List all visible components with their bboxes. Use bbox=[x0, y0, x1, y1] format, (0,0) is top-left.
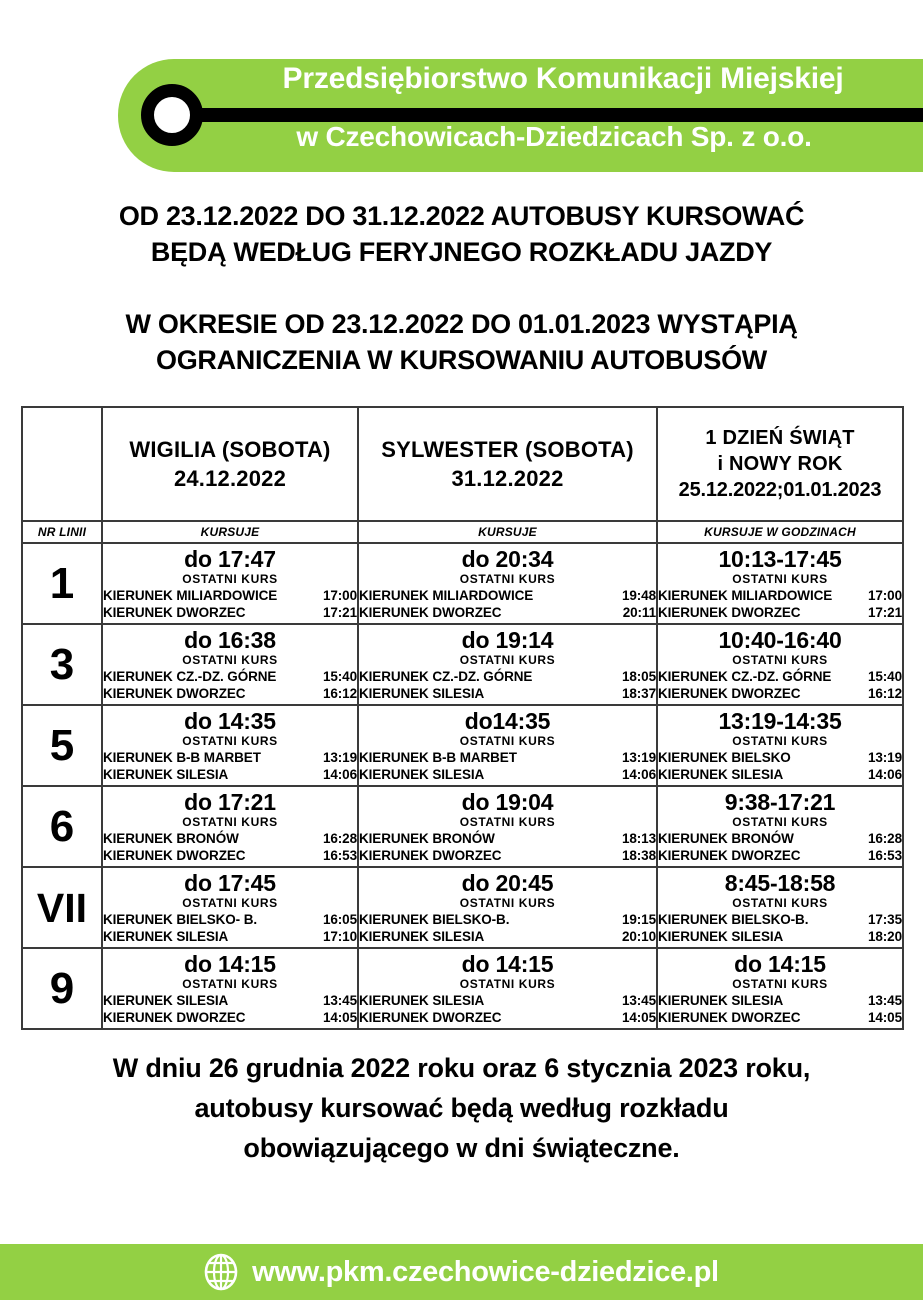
footer-note-line1: W dniu 26 grudnia 2022 roku oraz 6 stycznia 2023 roku, bbox=[112, 1053, 811, 1083]
direction-name: KIERUNEK SILESIA bbox=[359, 767, 485, 782]
service-time: do 14:15 bbox=[461, 951, 554, 977]
cell-wigilia bbox=[102, 543, 358, 624]
direction-row bbox=[658, 766, 902, 783]
direction-time: 19:48 bbox=[621, 588, 656, 603]
service-time: do 14:15 bbox=[734, 951, 826, 977]
direction-row bbox=[359, 928, 656, 945]
last-course-label: OSTATNI KURS bbox=[732, 653, 828, 667]
direction-time: 17:00 bbox=[867, 588, 902, 603]
direction-row bbox=[103, 749, 357, 766]
direction-name: KIERUNEK DWORZEC bbox=[103, 605, 246, 620]
header-swieta-dates: 25.12.2022;01.01.2023 bbox=[678, 479, 882, 501]
subheader-nr-linii: NR LINII bbox=[22, 521, 102, 543]
service-time: do 19:04 bbox=[461, 789, 554, 815]
logo-bar bbox=[188, 108, 923, 122]
service-time: do 17:47 bbox=[184, 546, 276, 572]
direction-row bbox=[359, 749, 656, 766]
service-time: do 20:45 bbox=[461, 870, 554, 896]
cell-swieta bbox=[657, 543, 903, 624]
direction-row bbox=[359, 685, 656, 702]
direction-row bbox=[658, 604, 902, 621]
cell-swieta bbox=[657, 786, 903, 867]
direction-row bbox=[359, 1009, 656, 1026]
service-time: do 16:38 bbox=[184, 627, 276, 653]
direction-name: KIERUNEK SILESIA bbox=[359, 993, 485, 1008]
direction-time: 14:05 bbox=[621, 1010, 656, 1025]
last-course-label: OSTATNI KURS bbox=[182, 815, 278, 829]
direction-row bbox=[103, 766, 357, 783]
cell-sylwester bbox=[358, 624, 657, 705]
direction-name: KIERUNEK SILESIA bbox=[359, 929, 485, 944]
header-cell-sylwester bbox=[358, 407, 657, 521]
company-name-line2: w Czechowicach-Dziedzicach Sp. z o.o. bbox=[296, 121, 812, 152]
last-course-label: OSTATNI KURS bbox=[182, 734, 278, 748]
service-time: do 14:35 bbox=[184, 708, 276, 734]
direction-name: KIERUNEK SILESIA bbox=[103, 993, 229, 1008]
service-time: do 14:15 bbox=[184, 951, 276, 977]
direction-time: 20:10 bbox=[621, 929, 656, 944]
direction-time: 13:45 bbox=[867, 993, 902, 1008]
subheader-sylwester-kursuje: KURSUJE bbox=[358, 521, 657, 543]
cell-sylwester bbox=[358, 786, 657, 867]
globe-icon bbox=[204, 1253, 238, 1291]
last-course-label: OSTATNI KURS bbox=[182, 896, 278, 910]
direction-name: KIERUNEK SILESIA bbox=[359, 686, 485, 701]
direction-time: 18:37 bbox=[621, 686, 656, 701]
direction-name: KIERUNEK BIELSKO-B. bbox=[658, 912, 809, 927]
direction-name: KIERUNEK DWORZEC bbox=[103, 1010, 246, 1025]
direction-time: 18:13 bbox=[621, 831, 656, 846]
last-course-label: OSTATNI KURS bbox=[459, 815, 556, 829]
table-body bbox=[22, 543, 903, 1029]
notice-1-line2: BĘDĄ WEDŁUG FERYJNEGO ROZKŁADU JAZDY bbox=[150, 237, 773, 267]
table-row bbox=[22, 786, 903, 867]
direction-name: KIERUNEK SILESIA bbox=[103, 929, 229, 944]
last-course-label: OSTATNI KURS bbox=[732, 815, 828, 829]
service-time: 9:38-17:21 bbox=[724, 789, 836, 815]
table-header-row bbox=[22, 407, 903, 521]
notice-2-line2: OGRANICZENIA W KURSOWANIU AUTOBUSÓW bbox=[156, 345, 767, 375]
direction-time: 14:05 bbox=[322, 1010, 357, 1025]
direction-time: 13:19 bbox=[621, 750, 656, 765]
cell-swieta bbox=[657, 948, 903, 1029]
footer-note-line3: obowiązującego w dni świąteczne. bbox=[243, 1133, 680, 1163]
direction-row bbox=[359, 992, 656, 1009]
direction-row bbox=[658, 1009, 902, 1026]
table-row bbox=[22, 543, 903, 624]
direction-row bbox=[658, 928, 902, 945]
last-course-label: OSTATNI KURS bbox=[459, 977, 556, 991]
direction-name: KIERUNEK SILESIA bbox=[658, 993, 784, 1008]
direction-time: 16:28 bbox=[867, 831, 902, 846]
direction-time: 16:05 bbox=[322, 912, 357, 927]
line-number: 3 bbox=[22, 624, 102, 705]
direction-row bbox=[658, 587, 902, 604]
direction-time: 13:45 bbox=[322, 993, 357, 1008]
line-number: 1 bbox=[22, 543, 102, 624]
direction-name: KIERUNEK SILESIA bbox=[103, 767, 229, 782]
cell-sylwester bbox=[358, 948, 657, 1029]
header-sylwester-date: 31.12.2022 bbox=[451, 466, 564, 491]
direction-name: KIERUNEK MILIARDOWICE bbox=[103, 588, 278, 603]
direction-time: 17:00 bbox=[322, 588, 357, 603]
direction-row bbox=[103, 604, 357, 621]
direction-time: 13:45 bbox=[621, 993, 656, 1008]
direction-name: KIERUNEK DWORZEC bbox=[658, 686, 801, 701]
cell-sylwester bbox=[358, 543, 657, 624]
direction-time: 16:12 bbox=[867, 686, 902, 701]
notice-2-line1: W OKRESIE OD 23.12.2022 DO 01.01.2023 WYSTĄPIĄ bbox=[125, 309, 798, 339]
table-subheader-row bbox=[22, 521, 903, 543]
cell-wigilia bbox=[102, 786, 358, 867]
last-course-label: OSTATNI KURS bbox=[459, 734, 556, 748]
header-banner bbox=[118, 59, 923, 172]
direction-time: 18:20 bbox=[867, 929, 902, 944]
direction-time: 16:53 bbox=[322, 848, 357, 863]
direction-row bbox=[103, 685, 357, 702]
direction-time: 16:28 bbox=[322, 831, 357, 846]
service-time: 10:13-17:45 bbox=[718, 546, 842, 572]
direction-row bbox=[103, 587, 357, 604]
direction-name: KIERUNEK DWORZEC bbox=[658, 605, 801, 620]
service-time: 8:45-18:58 bbox=[724, 870, 836, 896]
header-wigilia-title: WIGILIA (SOBOTA) bbox=[129, 437, 331, 462]
direction-time: 17:21 bbox=[322, 605, 357, 620]
last-course-label: OSTATNI KURS bbox=[182, 653, 278, 667]
direction-time: 20:11 bbox=[622, 605, 656, 620]
direction-time: 17:21 bbox=[867, 605, 902, 620]
subheader-swieta-kursuje: KURSUJE W GODZINACH bbox=[657, 521, 903, 543]
direction-name: KIERUNEK SILESIA bbox=[658, 767, 784, 782]
cell-swieta bbox=[657, 705, 903, 786]
direction-time: 15:40 bbox=[867, 669, 902, 684]
service-time: do 17:45 bbox=[184, 870, 276, 896]
direction-row bbox=[658, 911, 902, 928]
service-time: do14:35 bbox=[464, 708, 551, 734]
direction-name: KIERUNEK DWORZEC bbox=[658, 848, 801, 863]
direction-time: 14:05 bbox=[867, 1010, 902, 1025]
direction-row bbox=[658, 992, 902, 1009]
direction-name: KIERUNEK SILESIA bbox=[658, 929, 784, 944]
direction-name: KIERUNEK CZ.-DZ. GÓRNE bbox=[359, 669, 533, 684]
service-time: do 17:21 bbox=[184, 789, 276, 815]
direction-time: 13:19 bbox=[867, 750, 902, 765]
direction-name: KIERUNEK BRONÓW bbox=[359, 831, 495, 846]
pkm-circle-bar-logo-icon bbox=[141, 84, 203, 146]
direction-time: 14:06 bbox=[322, 767, 357, 782]
direction-row bbox=[103, 668, 357, 685]
cell-swieta bbox=[657, 867, 903, 948]
notice-schedule-period bbox=[0, 198, 923, 270]
direction-name: KIERUNEK DWORZEC bbox=[359, 605, 502, 620]
direction-row bbox=[359, 911, 656, 928]
table-row bbox=[22, 948, 903, 1029]
website-url[interactable]: www.pkm.czechowice-dziedzice.pl bbox=[252, 1255, 719, 1288]
direction-name: KIERUNEK MILIARDOWICE bbox=[658, 588, 833, 603]
service-time: 13:19-14:35 bbox=[718, 708, 842, 734]
last-course-label: OSTATNI KURS bbox=[182, 572, 278, 586]
direction-time: 16:12 bbox=[322, 686, 357, 701]
direction-row bbox=[103, 911, 357, 928]
direction-name: KIERUNEK BIELSKO bbox=[658, 750, 791, 765]
direction-time: 14:06 bbox=[621, 767, 656, 782]
header-cell-line-number bbox=[22, 407, 102, 521]
direction-time: 18:38 bbox=[621, 848, 656, 863]
direction-row bbox=[103, 928, 357, 945]
cell-sylwester bbox=[358, 705, 657, 786]
service-time: do 19:14 bbox=[461, 627, 554, 653]
footer-bar bbox=[0, 1244, 923, 1300]
direction-time: 17:35 bbox=[867, 912, 902, 927]
subheader-wigilia-kursuje: KURSUJE bbox=[102, 521, 358, 543]
last-course-label: OSTATNI KURS bbox=[732, 572, 828, 586]
direction-time: 13:19 bbox=[322, 750, 357, 765]
direction-name: KIERUNEK B-B MARBET bbox=[103, 750, 261, 765]
footer-note bbox=[0, 1048, 923, 1168]
notice-restrictions bbox=[0, 306, 923, 378]
table-row bbox=[22, 624, 903, 705]
direction-name: KIERUNEK CZ.-DZ. GÓRNE bbox=[103, 669, 277, 684]
direction-row bbox=[103, 992, 357, 1009]
service-time: 10:40-16:40 bbox=[718, 627, 842, 653]
direction-time: 17:10 bbox=[322, 929, 357, 944]
header-wigilia-date: 24.12.2022 bbox=[173, 466, 287, 491]
direction-row bbox=[359, 830, 656, 847]
direction-name: KIERUNEK DWORZEC bbox=[359, 1010, 502, 1025]
direction-name: KIERUNEK DWORZEC bbox=[658, 1010, 801, 1025]
direction-name: KIERUNEK MILIARDOWICE bbox=[359, 588, 534, 603]
direction-name: KIERUNEK DWORZEC bbox=[103, 686, 246, 701]
footer-note-line2: autobusy kursować będą według rozkładu bbox=[194, 1093, 729, 1123]
direction-row bbox=[359, 668, 656, 685]
cell-wigilia bbox=[102, 705, 358, 786]
line-number: 5 bbox=[22, 705, 102, 786]
header-swieta-title-line1: 1 DZIEŃ ŚWIĄT bbox=[705, 427, 855, 449]
holiday-schedule-table bbox=[21, 406, 904, 1030]
direction-row bbox=[359, 604, 656, 621]
direction-time: 16:53 bbox=[867, 848, 902, 863]
header-cell-wigilia bbox=[102, 407, 358, 521]
last-course-label: OSTATNI KURS bbox=[732, 734, 828, 748]
direction-name: KIERUNEK DWORZEC bbox=[359, 848, 502, 863]
last-course-label: OSTATNI KURS bbox=[732, 977, 828, 991]
cell-wigilia bbox=[102, 624, 358, 705]
direction-row bbox=[658, 685, 902, 702]
direction-row bbox=[359, 587, 656, 604]
cell-swieta bbox=[657, 624, 903, 705]
direction-name: KIERUNEK BIELSKO-B. bbox=[359, 912, 510, 927]
line-number: 9 bbox=[22, 948, 102, 1029]
direction-name: KIERUNEK BIELSKO- B. bbox=[103, 912, 258, 927]
direction-time: 18:05 bbox=[621, 669, 656, 684]
direction-row bbox=[103, 830, 357, 847]
cell-wigilia bbox=[102, 948, 358, 1029]
direction-name: KIERUNEK CZ.-DZ. GÓRNE bbox=[658, 669, 832, 684]
line-number: VII bbox=[22, 867, 102, 948]
cell-wigilia bbox=[102, 867, 358, 948]
direction-name: KIERUNEK BRONÓW bbox=[658, 831, 794, 846]
direction-row bbox=[658, 847, 902, 864]
direction-row bbox=[658, 749, 902, 766]
header-swieta-title-line2: i NOWY ROK bbox=[717, 453, 843, 475]
table-row bbox=[22, 705, 903, 786]
direction-row bbox=[103, 847, 357, 864]
direction-time: 19:15 bbox=[621, 912, 656, 927]
table-row bbox=[22, 867, 903, 948]
header-sylwester-title: SYLWESTER (SOBOTA) bbox=[381, 437, 634, 462]
last-course-label: OSTATNI KURS bbox=[182, 977, 278, 991]
service-time: do 20:34 bbox=[461, 546, 554, 572]
direction-row bbox=[658, 830, 902, 847]
cell-sylwester bbox=[358, 867, 657, 948]
direction-time: 15:40 bbox=[322, 669, 357, 684]
direction-name: KIERUNEK DWORZEC bbox=[103, 848, 246, 863]
line-number: 6 bbox=[22, 786, 102, 867]
direction-row bbox=[359, 766, 656, 783]
company-name-line1: Przedsiębiorstwo Komunikacji Miejskiej bbox=[282, 62, 844, 95]
direction-name: KIERUNEK B-B MARBET bbox=[359, 750, 517, 765]
notice-1-line1: OD 23.12.2022 DO 31.12.2022 AUTOBUSY KURSOWAĆ bbox=[118, 201, 805, 231]
last-course-label: OSTATNI KURS bbox=[459, 653, 556, 667]
direction-row bbox=[658, 668, 902, 685]
direction-row bbox=[103, 1009, 357, 1026]
direction-name: KIERUNEK BRONÓW bbox=[103, 831, 239, 846]
last-course-label: OSTATNI KURS bbox=[732, 896, 828, 910]
header-cell-swieta bbox=[657, 407, 903, 521]
last-course-label: OSTATNI KURS bbox=[459, 572, 556, 586]
direction-time: 14:06 bbox=[867, 767, 902, 782]
direction-row bbox=[359, 847, 656, 864]
last-course-label: OSTATNI KURS bbox=[459, 896, 556, 910]
